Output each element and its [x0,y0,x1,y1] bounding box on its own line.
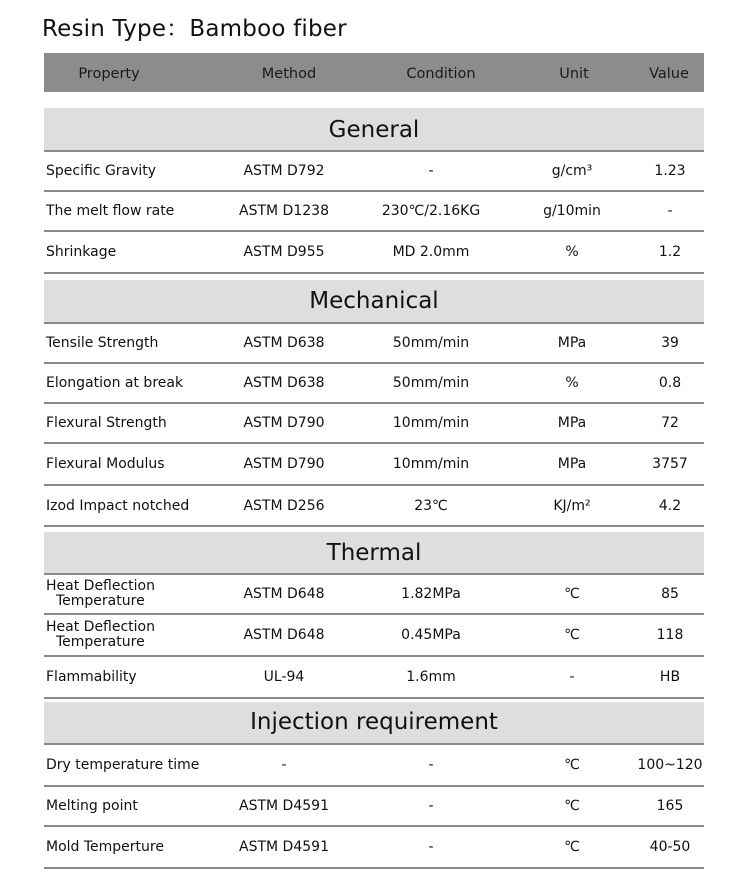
cell-condition: MD 2.0mm [392,244,470,260]
cell-property: Specific Gravity [46,163,157,179]
table-header [44,53,704,92]
cell-property-line1: Heat Deflection [46,578,155,594]
table-row [44,152,704,192]
cell-unit: ℃ [564,586,580,602]
cell-property: Melting point [46,798,138,814]
cell-condition: 50mm/min [392,335,470,351]
cell-condition: - [428,163,434,179]
table-row [44,192,704,232]
cell-method: ASTM D648 [243,586,325,602]
cell-value: 39 [661,335,679,351]
cell-value: 165 [656,798,684,814]
cell-unit: % [565,244,579,260]
cell-unit: MPa [557,335,587,351]
cell-unit: ℃ [564,798,580,814]
cell-condition: 1.6mm [406,669,456,685]
cell-condition: 230℃/2.16KG [381,203,481,219]
cell-property: The melt flow rate [46,203,175,219]
cell-condition: 50mm/min [392,375,470,391]
cell-property-line2: Temperature [56,593,145,609]
table-row [44,486,704,527]
cell-method: UL-94 [263,669,305,685]
cell-unit: MPa [557,415,587,431]
cell-property: Tensile Strength [46,335,159,351]
table-row [44,615,704,657]
cell-method: - [281,757,287,773]
cell-condition: 23℃ [414,497,448,514]
cell-unit: % [565,375,579,391]
section-mechanical: Mechanical [44,280,704,324]
cell-value: 40-50 [649,839,691,855]
cell-value: - [667,203,673,219]
cell-condition: 0.45MPa [401,627,461,643]
cell-method: ASTM D256 [243,497,325,514]
table-row [44,324,704,364]
table-row [44,787,704,827]
cell-condition: - [428,798,434,814]
cell-condition: 10mm/min [392,415,470,431]
table-row [44,575,704,615]
cell-method: ASTM D790 [243,415,325,431]
cell-method: ASTM D4591 [239,798,329,814]
cell-property [46,575,241,613]
cell-value: 1.23 [654,163,686,179]
cell-value: HB [659,669,681,685]
cell-unit: - [569,669,575,685]
header-method: Method [261,66,317,82]
table-row [44,364,704,404]
cell-unit: MPa [557,456,587,472]
cell-unit: KJ/m² [553,497,591,514]
cell-value: 100~120 [637,757,703,773]
cell-unit: ℃ [564,757,580,773]
cell-property [46,615,241,655]
cell-property: Dry temperature time [46,757,200,773]
cell-property: Izod Impact notched [46,497,190,514]
header-property: Property [78,66,140,82]
cell-method: ASTM D638 [243,335,325,351]
page-title: Resin Type：Bamboo fiber [42,16,347,42]
cell-property: Elongation at break [46,375,184,391]
cell-condition: - [428,757,434,773]
cell-property: Shrinkage [46,244,117,260]
cell-condition: 10mm/min [392,456,470,472]
cell-condition: - [428,839,434,855]
cell-value: 118 [656,627,684,643]
cell-property: Mold Temperture [46,839,164,855]
cell-property: Flammability [46,669,137,685]
cell-property-line2: Temperature [56,634,145,650]
table-row [44,827,704,869]
header-unit: Unit [559,66,589,82]
table-row [44,232,704,274]
section-general: General [44,108,704,152]
cell-property: Flexural Strength [46,415,167,431]
table-row [44,444,704,486]
cell-method: ASTM D1238 [239,203,329,219]
table-row [44,657,704,699]
cell-method: ASTM D790 [243,456,325,472]
cell-value: 4.2 [658,497,682,514]
cell-property: Flexural Modulus [46,456,165,472]
table-row [44,404,704,444]
cell-condition: 1.82MPa [401,586,461,602]
cell-method: ASTM D638 [243,375,325,391]
cell-unit: ℃ [564,627,580,643]
cell-method: ASTM D955 [243,244,325,260]
cell-value: 85 [661,586,679,602]
cell-value: 3757 [652,456,688,472]
cell-method: ASTM D792 [243,163,325,179]
cell-unit: g/10min [543,203,601,219]
header-value: Value [649,66,689,82]
cell-method: ASTM D4591 [239,839,329,855]
cell-value: 0.8 [658,375,682,391]
section-injection: Injection requirement [44,702,704,745]
cell-value: 1.2 [658,244,682,260]
cell-unit: ℃ [564,839,580,855]
cell-value: 72 [661,415,679,431]
section-thermal: Thermal [44,532,704,575]
cell-property-line1: Heat Deflection [46,619,155,635]
cell-unit: g/cm³ [551,163,593,179]
header-condition: Condition [406,66,476,82]
table-row [44,745,704,787]
cell-method: ASTM D648 [243,627,325,643]
